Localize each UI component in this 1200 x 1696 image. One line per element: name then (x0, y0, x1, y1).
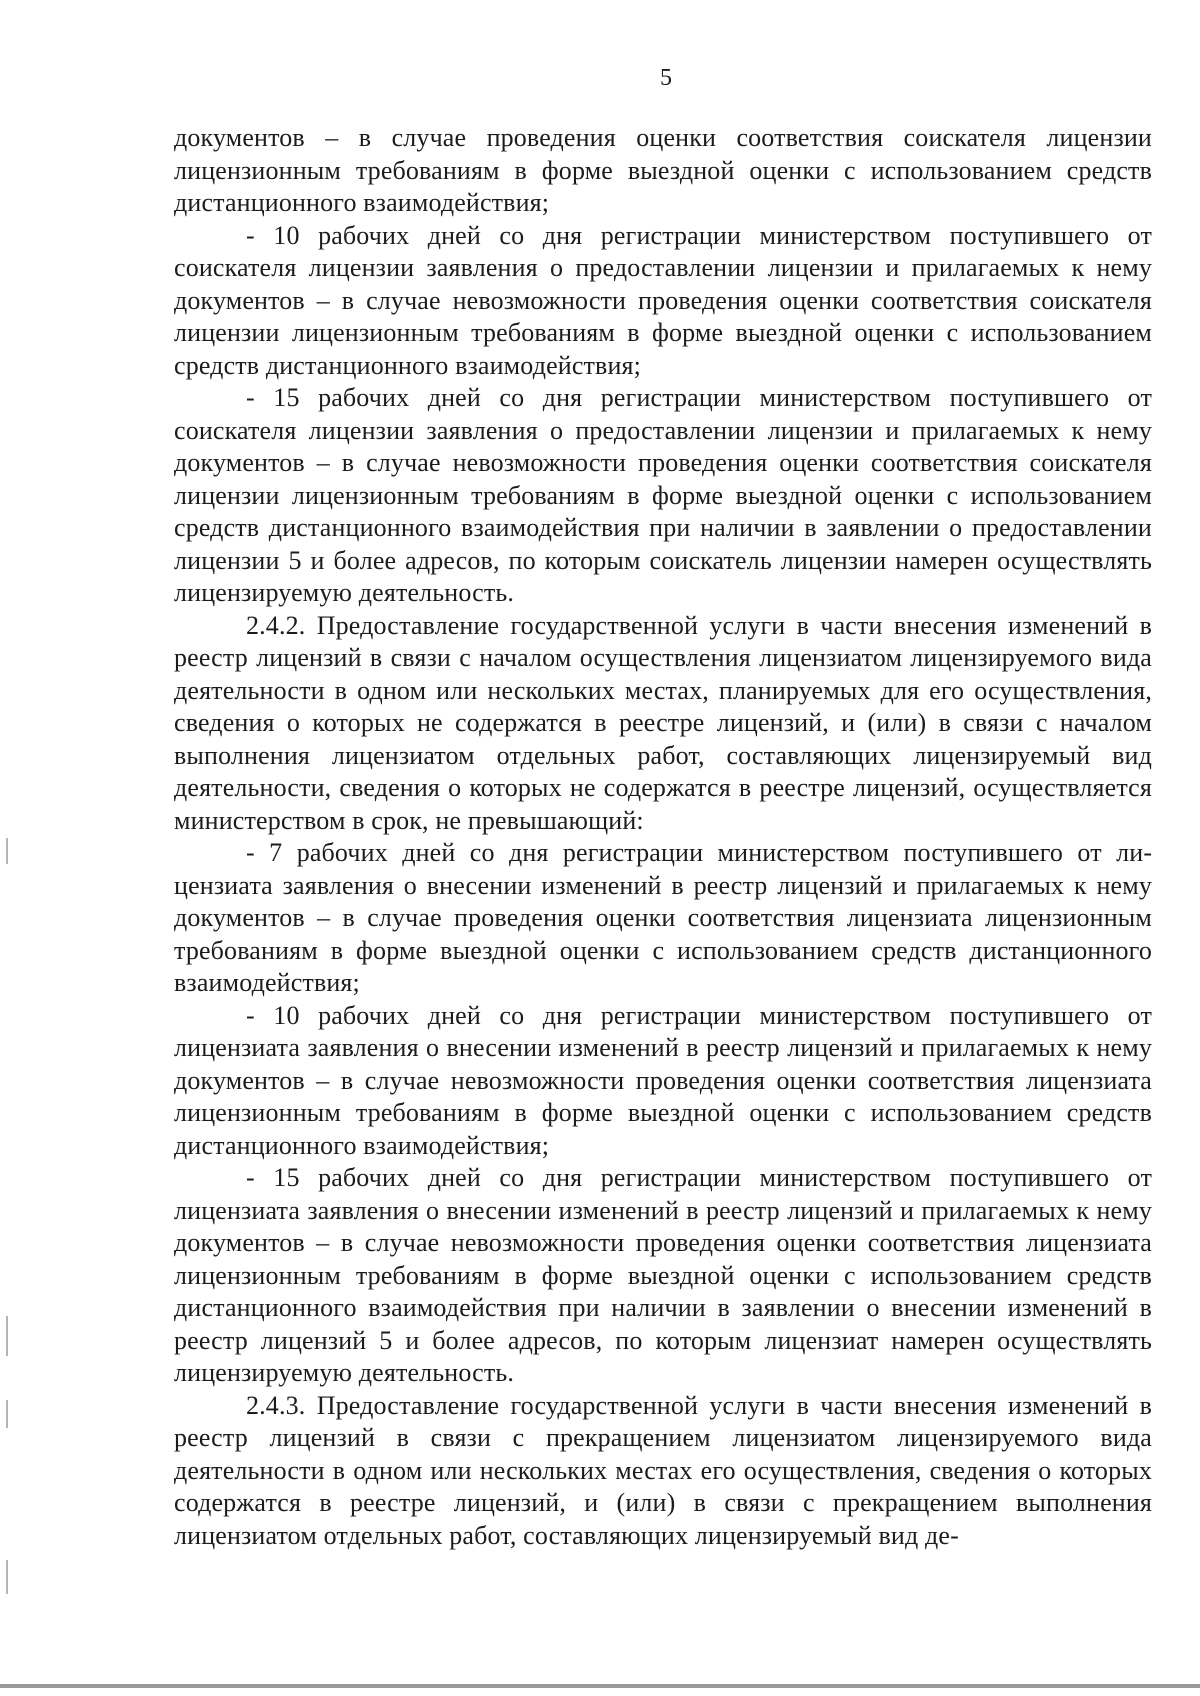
scan-margin-mark (6, 1316, 8, 1356)
scan-bottom-edge (0, 1684, 1200, 1688)
page-number: 5 (660, 65, 672, 91)
paragraph-list-item-7-days: - 7 рабочих дней со дня регистрации министерством поступившего от лицензиата заявления о внесении изменений в реестр лицензий и прилагаемых к нему документов – в случае проведения оценки соответствия лицензиата лицензионным требованиям в форме выездной оценки с использованием средств дистанционного взаимодействия; (174, 838, 1152, 997)
document-body (174, 122, 1152, 1552)
scan-margin-mark (6, 1560, 8, 1594)
scan-margin-mark (6, 1400, 8, 1428)
paragraph-list-item-10-days-licensee: - 10 рабочих дней со дня регистрации министерством поступившего от лицензиата заявления о внесении изменений в реестр лицензий и прилагаемых к нему документов – в случае невозможности проведения оценки соответствия лицензиата лицензионным требованиям в форме выездной оценки с использованием средств дистанционного взаимодействия; (174, 1000, 1152, 1160)
paragraph-list-item-10-days: - 10 рабочих дней со дня регистрации министерством поступившего от соискателя лицензии заявления о предоставлении лицензии и прилагаемых к нему документов – в случае невозможности проведения оценки соответствия соискателя лицензии лицензионным требованиям в форме выездной оценки с использованием средств дистанционного взаимодействия; (174, 220, 1152, 380)
paragraph-list-item-15-days: - 15 рабочих дней со дня регистрации министерством поступившего от соискателя лицензии заявления о предоставлении лицензии и прилагаемых к нему документов – в случае невозможности проведения оценки соответствия соискателя лицензии лицензионным требованиям в форме выездной оценки с использованием средств дистанционного взаимодействия при наличии в заявлении о предоставлении лицензии 5 и более адресов, по которым соискатель лицензии намерен осуществлять лицензируемую деятельность. (174, 383, 1152, 607)
paragraph-list-item-15-days-licensee: - 15 рабочих дней со дня регистрации министерством поступившего от лицензиата заявления о внесении изменений в реестр лицензий и прилагаемых к нему документов – в случае невозможности проведения оценки соответствия лицензиата лицензионным требованиям в форме выездной оценки с использованием средств дистанционного взаимодействия при наличии в заявлении о внесении изменений в реестр лицензий 5 и более адресов, по которым лицензиат намерен осуществлять лицензируемую деятельность. (174, 1163, 1152, 1387)
paragraph-section-2-4-2: 2.4.2. Предоставление государственной услуги в части внесения изменений в реестр лицензий в связи с началом осуществления лицензиатом лицензируемого вида деятельности в одном или нескольких местах, планируемых для его осуществления, сведения о которых не содержатся в реестре лицензий, и (или) в связи с началом выполнения лицензиатом отдельных работ, составляющих лицензируемый вид деятельности, сведения о которых не содержатся в реестре лицензий, осуществляется министерством в срок, не превышающий: (174, 610, 1152, 835)
paragraph-section-2-4-3: 2.4.3. Предоставление государственной услуги в части внесения изменений в реестр лицензий в связи с прекращением лицензиатом лицензируемого вида деятельности в одном или нескольких местах его осуществления, сведения о которых содержатся в реестре лицензий, и (или) в связи с прекращением выполнения лицензиатом отдельных работ, составляющих лицензируемый вид де- (174, 1390, 1152, 1550)
paragraph-continuation: документов – в случае проведения оценки соответствия соискателя лицензии лицензионным требованиям в форме выездной оценки с использованием средств дистанционного взаимодействия; (174, 123, 1152, 217)
scan-margin-mark (6, 838, 8, 864)
